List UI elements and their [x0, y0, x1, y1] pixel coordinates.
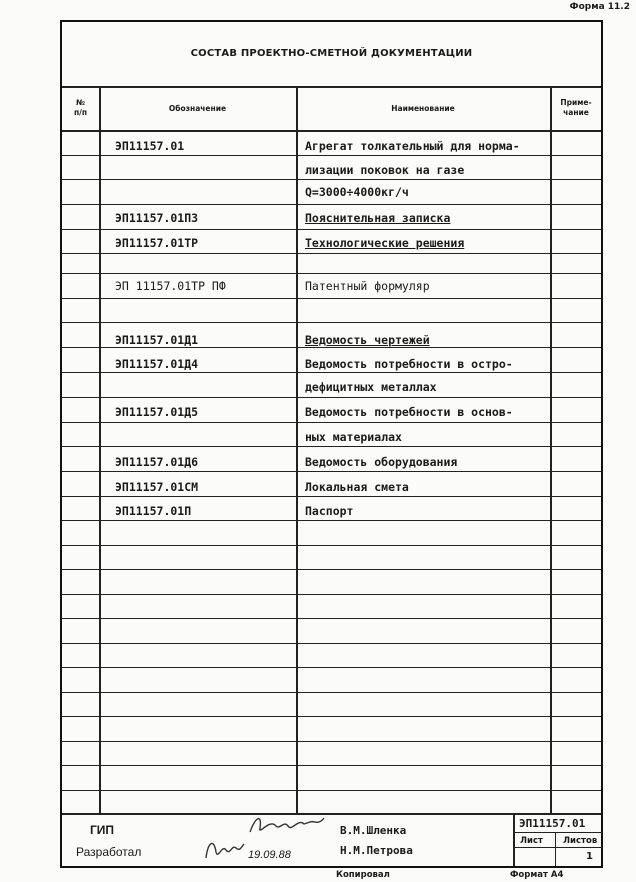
stamp-line-2	[513, 847, 602, 848]
row-1-name: Агрегат толкательный для норма-	[305, 139, 520, 153]
gip-name: В.М.Шленка	[340, 824, 407, 837]
gip-label: ГИП	[90, 823, 115, 837]
row-13-name: ных материалах	[305, 430, 402, 444]
row-5-designation: ЭП11157.01ТР	[115, 236, 199, 250]
row-divider	[62, 496, 601, 497]
row-divider	[62, 179, 601, 180]
row-7-name: Патентный формуляр	[305, 279, 430, 293]
column-divider-designation	[296, 86, 298, 813]
row-divider	[62, 520, 601, 521]
row-divider	[62, 716, 601, 717]
row-10-name: Ведомость потребности в остро-	[305, 357, 513, 371]
row-7-designation: ЭП 11157.01ТР ПФ	[115, 279, 226, 293]
row-14-designation: ЭП11157.01Д6	[115, 455, 199, 469]
row-divider	[62, 594, 601, 595]
row-divider	[62, 790, 601, 791]
stamp-line-1	[513, 832, 602, 833]
row-divider	[62, 273, 601, 274]
row-16-name: Паспорт	[305, 504, 354, 518]
row-divider	[62, 397, 601, 398]
row-5-name: Технологические решения	[305, 236, 465, 250]
row-divider	[62, 155, 601, 156]
row-14-name: Ведомость оборудования	[305, 455, 458, 469]
row-9-name: Ведомость чертежей	[305, 333, 430, 347]
form-number: Форма 11.2	[569, 2, 630, 12]
developer-name: Н.М.Петрова	[340, 844, 413, 857]
header-designation: Обозначение	[168, 104, 227, 113]
row-divider	[62, 667, 601, 668]
stamp-mid-divider	[555, 832, 556, 866]
row-1-designation: ЭП11157.01	[115, 139, 185, 153]
row-divider	[62, 471, 601, 472]
row-divider	[62, 422, 601, 423]
header-bottom-border	[62, 130, 601, 132]
stamp-sheet-label: Лист	[520, 836, 543, 846]
stamp-sheets-label: Листов	[563, 836, 598, 846]
header-num: № п/п	[73, 98, 88, 117]
row-3-name: Q=3000÷4000кг/ч	[305, 185, 409, 199]
row-divider	[62, 322, 601, 323]
row-12-name: Ведомость потребности в основ-	[305, 405, 513, 419]
row-divider	[62, 569, 601, 570]
header-name: Наименование	[391, 104, 455, 113]
table-top-border	[62, 86, 601, 88]
row-divider	[62, 372, 601, 373]
row-divider	[62, 643, 601, 644]
gip-signature	[248, 812, 328, 838]
row-2-name: лизации поковок на газе	[305, 163, 465, 177]
format-label: Формат А4	[510, 870, 564, 880]
row-16-designation: ЭП11157.01П	[115, 504, 192, 518]
row-10-designation: ЭП11157.01Д4	[115, 357, 199, 371]
row-4-designation: ЭП11157.01ПЗ	[115, 211, 199, 225]
column-divider-num	[99, 86, 101, 813]
stamp-left-border	[513, 813, 515, 866]
document-title: СОСТАВ ПРОЕКТНО-СМЕТНОЙ ДОКУМЕНТАЦИИ	[190, 48, 473, 59]
row-divider	[62, 692, 601, 693]
column-divider-name	[550, 86, 552, 813]
header-note: Приме- чание	[560, 98, 592, 117]
row-divider	[62, 446, 601, 447]
signature-date: 19.09.88	[248, 849, 291, 861]
copied-label: Копировал	[336, 870, 390, 880]
developed-label: Разработал	[76, 845, 142, 859]
row-divider	[62, 204, 601, 205]
row-4-name: Пояснительная записка	[305, 211, 451, 225]
row-divider	[62, 545, 601, 546]
row-9-designation: ЭП11157.01Д1	[115, 333, 199, 347]
row-12-designation: ЭП11157.01Д5	[115, 405, 199, 419]
table-bottom-border	[62, 813, 601, 815]
stamp-sheets-count: 1	[586, 851, 593, 862]
row-divider	[62, 253, 601, 254]
developer-signature	[202, 834, 246, 864]
row-divider	[62, 618, 601, 619]
row-15-name: Локальная смета	[305, 480, 409, 494]
stamp-doc-code: ЭП11157.01	[519, 817, 586, 830]
row-divider	[62, 741, 601, 742]
row-divider	[62, 298, 601, 299]
row-divider	[62, 765, 601, 766]
row-15-designation: ЭП11157.01СМ	[115, 480, 199, 494]
row-divider	[62, 229, 601, 230]
row-11-name: дефицитных металлах	[305, 380, 437, 394]
row-divider	[62, 347, 601, 348]
